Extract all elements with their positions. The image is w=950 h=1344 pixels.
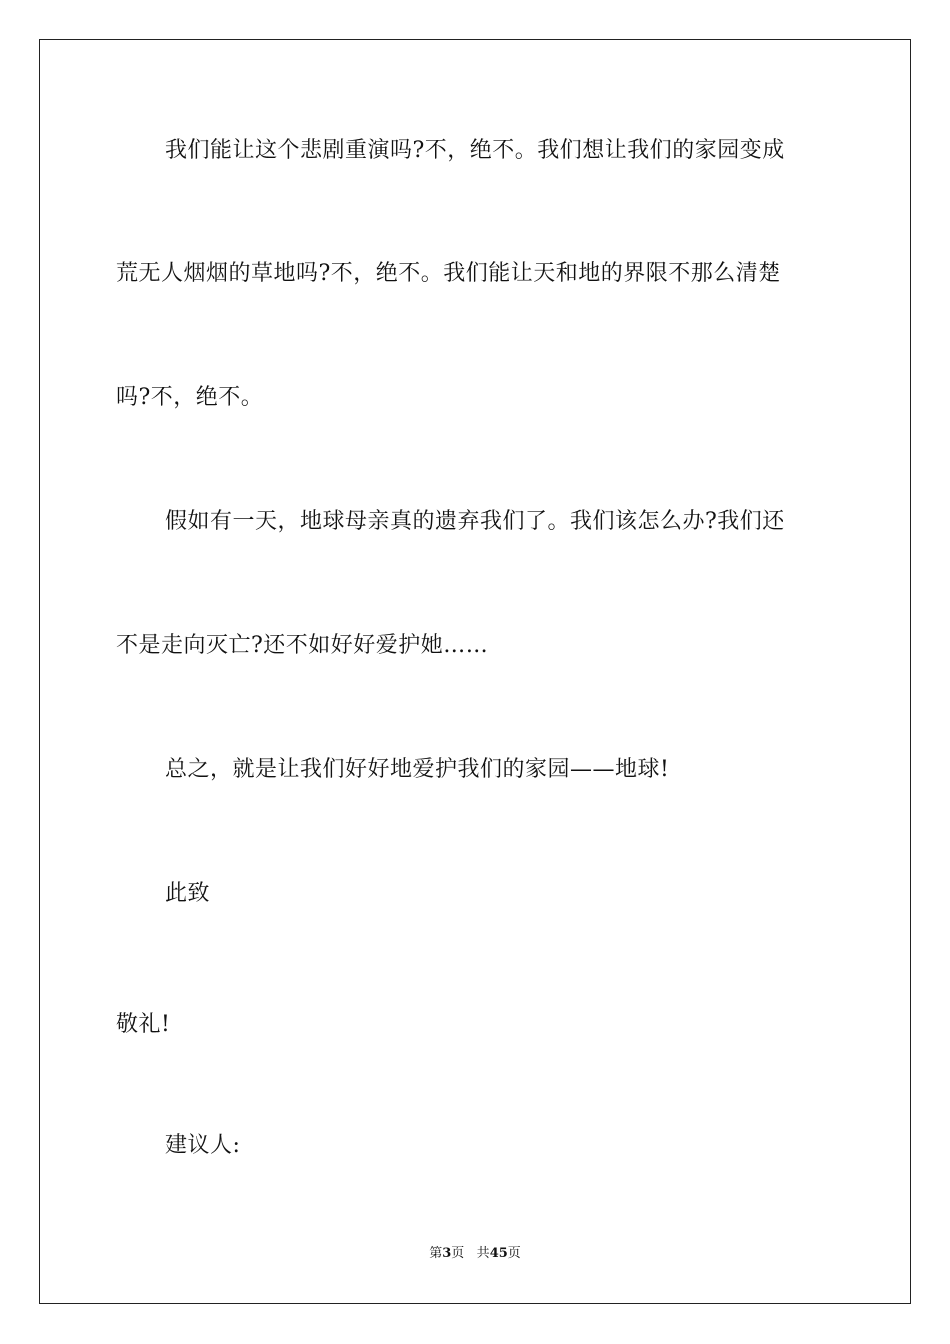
paragraph-line-2: 荒无人烟烟的草地吗?不，绝不。我们能让天和地的界限不那么清楚	[116, 261, 781, 286]
page-number: 3	[442, 1246, 452, 1261]
page-suffix: 页	[451, 1246, 465, 1261]
total-pages: 45	[489, 1246, 508, 1261]
page-prefix: 第	[429, 1246, 443, 1261]
paragraph-line-6: 总之，就是让我们好好地爱护我们的家园——地球!	[165, 757, 670, 782]
total-prefix: 共	[476, 1246, 490, 1261]
paragraph-line-3: 吗?不，绝不。	[116, 385, 264, 410]
paragraph-line-1: 我们能让这个悲剧重演吗?不，绝不。我们想让我们的家园变成	[165, 138, 785, 163]
paragraph-line-4: 假如有一天，地球母亲真的遗弃我们了。我们该怎么办?我们还	[165, 509, 785, 534]
closing-line: 敬礼!	[116, 1012, 171, 1037]
salutation-line: 此致	[165, 881, 211, 906]
page-frame	[39, 39, 911, 1304]
page-footer	[0, 1245, 950, 1263]
signature-line: 建议人:	[165, 1133, 241, 1158]
total-suffix: 页	[507, 1246, 521, 1261]
paragraph-line-5: 不是走向灭亡?还不如好好爱护她……	[116, 633, 489, 658]
